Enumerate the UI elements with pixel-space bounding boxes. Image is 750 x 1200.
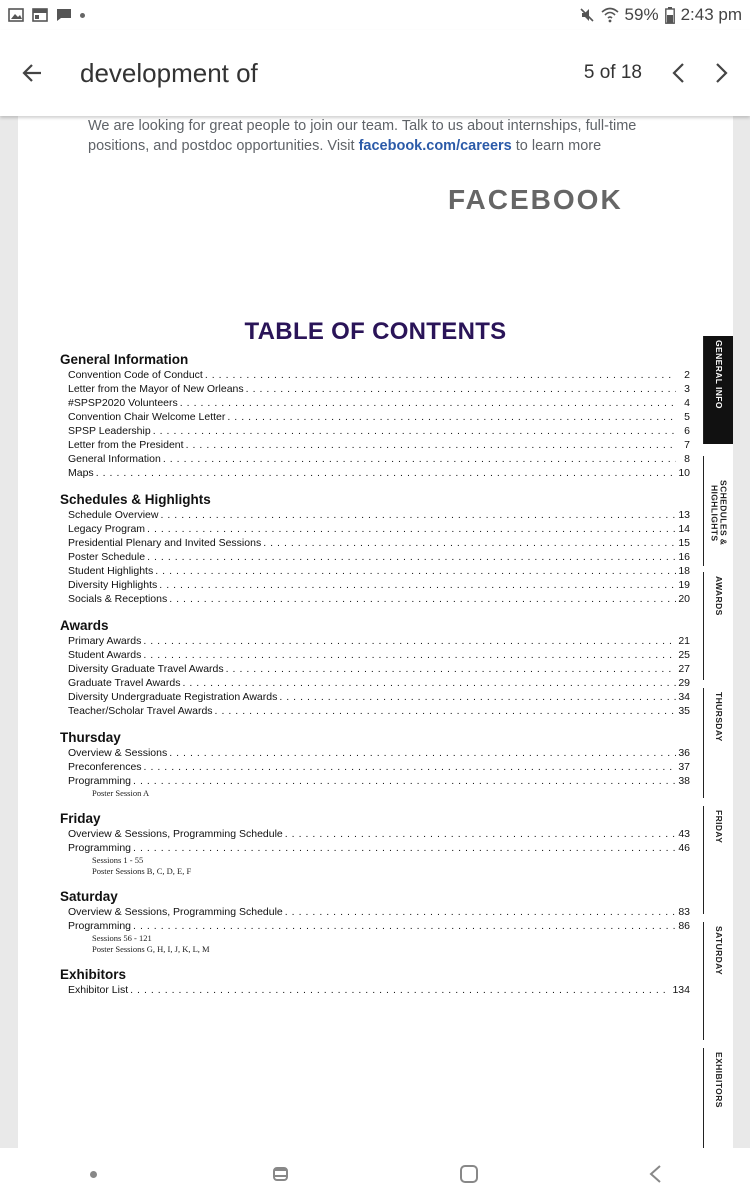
- home-button[interactable]: [439, 1154, 499, 1194]
- toc-page-number: 37: [678, 761, 690, 773]
- mute-icon: [579, 7, 595, 23]
- dot-leader: [169, 592, 676, 606]
- arrow-back-icon: [21, 62, 43, 84]
- toc-entry[interactable]: [60, 536, 690, 550]
- toc-page-number: 46: [678, 842, 690, 854]
- toc-subentry: Sessions 1 - 55: [92, 855, 144, 865]
- toc-subentry: Poster Session A: [92, 788, 150, 798]
- careers-link[interactable]: facebook.com/careers: [358, 138, 512, 154]
- dot-leader: [285, 827, 676, 841]
- more-notifications-icon: [80, 13, 85, 18]
- toc-entry-title: Student Highlights: [68, 565, 154, 577]
- dot-leader: [159, 578, 676, 592]
- toc-page-number: 13: [678, 509, 690, 521]
- notification-icons: [8, 8, 85, 22]
- toc-entry[interactable]: [60, 905, 690, 919]
- toc-entry-title: Programming: [68, 775, 132, 787]
- toc-entry[interactable]: [60, 550, 690, 564]
- toc-section: [60, 811, 690, 877]
- chevron-left-icon: [671, 62, 685, 84]
- dot-leader: [215, 704, 676, 718]
- toc-entry-title: Schedule Overview: [68, 509, 159, 521]
- dot-leader: [144, 760, 676, 774]
- toc-page-number: 16: [678, 551, 690, 563]
- toc-entry[interactable]: [60, 382, 690, 396]
- toc-section: [60, 967, 690, 997]
- toc-section-heading: Saturday: [60, 889, 118, 904]
- toc-entry[interactable]: [60, 919, 690, 933]
- toc-entry-title: Letter from the Mayor of New Orleans: [68, 383, 244, 395]
- message-icon: [56, 8, 72, 22]
- toc-entry[interactable]: [60, 396, 690, 410]
- toc-entry[interactable]: [60, 522, 690, 536]
- dot-leader: [147, 550, 676, 564]
- toc-entry[interactable]: [60, 424, 690, 438]
- toc-page-number: 25: [678, 649, 690, 661]
- toc-subentry: Poster Sessions G, H, I, J, K, L, M: [92, 944, 210, 954]
- toc-page-number: 27: [678, 663, 690, 675]
- toc-page-number: 29: [678, 677, 690, 689]
- toc-entry-title: Primary Awards: [68, 635, 142, 647]
- toc-page-number: 2: [684, 369, 690, 381]
- home-icon: [458, 1163, 480, 1185]
- toc-section-heading: Schedules & Highlights: [60, 492, 211, 507]
- toc-page-number: 43: [678, 828, 690, 840]
- toc-section-heading: Friday: [60, 811, 101, 826]
- side-tab[interactable]: [703, 922, 733, 1040]
- toc-entry[interactable]: [60, 774, 690, 788]
- dot-leader: [163, 452, 676, 466]
- toc-section-heading: Thursday: [60, 730, 121, 745]
- side-tab[interactable]: [703, 572, 733, 680]
- system-status: [579, 5, 742, 25]
- calendar-icon: [32, 8, 48, 22]
- toc-entry-title: Overview & Sessions, Programming Schedule: [68, 828, 283, 840]
- side-tab[interactable]: [703, 1048, 733, 1148]
- next-match-button[interactable]: [700, 43, 744, 103]
- toc-entry[interactable]: [60, 690, 690, 704]
- toc-entry[interactable]: [60, 634, 690, 648]
- toc-subentry: Sessions 56 - 121: [92, 933, 152, 943]
- dot-icon: [90, 1171, 97, 1178]
- toc-entry-title: Teacher/Scholar Travel Awards: [68, 705, 213, 717]
- toc-page-number: 3: [684, 383, 690, 395]
- dot-leader: [130, 983, 670, 997]
- toc-entry-title: Diversity Graduate Travel Awards: [68, 663, 224, 675]
- toc-page-number: 6: [684, 425, 690, 437]
- toc-entry[interactable]: [60, 827, 690, 841]
- toc-page-number: 4: [684, 397, 690, 409]
- battery-icon: [665, 7, 675, 24]
- assistant-button[interactable]: [64, 1154, 124, 1194]
- dot-leader: [227, 410, 676, 424]
- toc-entry[interactable]: [60, 578, 690, 592]
- system-navigation-bar: [0, 1148, 750, 1200]
- toc-page-number: 21: [678, 635, 690, 647]
- dot-leader: [133, 919, 676, 933]
- side-tab-label: SCHEDULES & HIGHLIGHTS: [709, 480, 729, 546]
- dot-leader: [263, 536, 676, 550]
- back-nav-button[interactable]: [626, 1154, 686, 1194]
- table-of-contents: [60, 352, 690, 1009]
- clock: 2:43 pm: [680, 5, 742, 24]
- toc-section: [60, 492, 690, 606]
- toc-entry[interactable]: [60, 662, 690, 676]
- dot-leader: [279, 690, 676, 704]
- dot-leader: [160, 508, 676, 522]
- toc-page-number: 8: [684, 453, 690, 465]
- toc-entry-title: General Information: [68, 453, 161, 465]
- toc-title: TABLE OF CONTENTS: [244, 318, 507, 345]
- facebook-logo: FACEBOOK: [448, 184, 623, 215]
- toc-section-heading: Awards: [60, 618, 109, 633]
- side-tab-label: THURSDAY: [714, 692, 724, 742]
- toc-entry-title: Exhibitor List: [68, 984, 129, 996]
- toc-entry-title: Graduate Travel Awards: [68, 677, 181, 689]
- toc-entry[interactable]: [60, 746, 690, 760]
- dot-leader: [169, 746, 676, 760]
- toc-entry[interactable]: [60, 452, 690, 466]
- toc-entry[interactable]: [60, 466, 690, 480]
- dot-leader: [246, 382, 676, 396]
- toc-entry-title: Legacy Program: [68, 523, 146, 535]
- toc-page-number: 15: [678, 537, 690, 549]
- back-button[interactable]: [2, 43, 62, 103]
- chevron-left-icon: [645, 1163, 667, 1185]
- toc-entry[interactable]: [60, 564, 690, 578]
- toc-entry-title: Convention Code of Conduct: [68, 369, 203, 381]
- dot-leader: [153, 424, 676, 438]
- recent-apps-button[interactable]: [251, 1154, 311, 1194]
- toc-entry[interactable]: [60, 648, 690, 662]
- toc-page-number: 19: [678, 579, 690, 591]
- dot-leader: [143, 648, 676, 662]
- toc-entry-title: Overview & Sessions, Programming Schedule: [68, 906, 283, 918]
- battery-percent: 59%: [624, 5, 659, 24]
- side-tab-label: EXHIBITORS: [714, 1052, 724, 1108]
- previous-match-button[interactable]: [656, 43, 700, 103]
- dot-leader: [96, 466, 676, 480]
- recruitment-text: We are looking for great people to join our team. Talk to us about internships, full-time positions, and postdoc opportunities. Visit facebook.com/careers to learn more: [88, 118, 637, 154]
- side-tab[interactable]: [703, 456, 733, 566]
- match-count: 5 of 18: [583, 62, 642, 83]
- toc-page-number: 36: [678, 747, 690, 759]
- toc-entry[interactable]: [60, 368, 690, 382]
- dot-leader: [226, 662, 676, 676]
- toc-entry[interactable]: [60, 983, 690, 997]
- toc-section: [60, 618, 690, 718]
- toc-page-number: 20: [678, 593, 690, 605]
- toc-entry-title: Convention Chair Welcome Letter: [68, 411, 226, 423]
- wifi-icon: [601, 7, 619, 23]
- side-tab-label: AWARDS: [714, 576, 724, 616]
- dot-leader: [155, 564, 676, 578]
- dot-leader: [285, 905, 676, 919]
- status-bar: [0, 0, 750, 30]
- toc-section: [60, 730, 690, 799]
- dot-leader: [133, 774, 676, 788]
- toc-entry[interactable]: [60, 410, 690, 424]
- side-tab-label: FRIDAY: [714, 810, 724, 844]
- toc-page-number: 10: [678, 467, 690, 479]
- toc-section-heading: Exhibitors: [60, 967, 127, 982]
- toc-page-number: 34: [678, 691, 690, 703]
- toc-entry-title: Overview & Sessions: [68, 747, 168, 759]
- toc-entry-title: SPSP Leadership: [68, 425, 151, 437]
- toc-entry-title: #SPSP2020 Volunteers: [68, 397, 178, 409]
- document-viewer[interactable]: [0, 116, 750, 1148]
- toc-section: [60, 889, 690, 955]
- side-tab[interactable]: [703, 806, 733, 914]
- toc-entry-title: Programming: [68, 920, 132, 932]
- toc-page-number: 38: [678, 775, 690, 787]
- toc-entry[interactable]: [60, 508, 690, 522]
- toc-entry[interactable]: [60, 704, 690, 718]
- toc-entry-title: Diversity Undergraduate Registration Awards: [68, 691, 278, 703]
- toc-page-number: 5: [684, 411, 690, 423]
- chevron-right-icon: [715, 62, 729, 84]
- toc-page-number: 18: [678, 565, 690, 577]
- toc-page-number: 86: [678, 920, 690, 932]
- toc-entry-title: Presidential Plenary and Invited Sessions: [68, 537, 262, 549]
- side-tab-label: GENERAL INFO: [714, 336, 723, 409]
- dot-leader: [182, 676, 676, 690]
- side-tab-label: SATURDAY: [714, 926, 724, 976]
- find-in-page-toolbar: [0, 30, 750, 116]
- toc-entry[interactable]: [60, 438, 690, 452]
- toc-page-number: 83: [678, 906, 690, 918]
- toc-entry[interactable]: [60, 592, 690, 606]
- toc-entry[interactable]: [60, 760, 690, 774]
- toc-page-number: 14: [678, 523, 690, 535]
- toc-entry[interactable]: [60, 841, 690, 855]
- toc-entry-title: Diversity Highlights: [68, 579, 158, 591]
- toc-entry-title: Maps: [68, 467, 94, 479]
- toc-entry[interactable]: [60, 676, 690, 690]
- toc-subentry: Poster Sessions B, C, D, E, F: [92, 866, 192, 876]
- toc-entry-title: Letter from the President: [68, 439, 184, 451]
- toc-page-number: 134: [672, 984, 690, 996]
- toc-page-number: 35: [678, 705, 690, 717]
- toc-entry-title: Student Awards: [68, 649, 142, 661]
- toc-section-heading: General Information: [60, 352, 189, 367]
- toc-section: [60, 352, 690, 480]
- toc-entry-title: Poster Schedule: [68, 551, 146, 563]
- toc-entry-title: Socials & Receptions: [68, 593, 168, 605]
- dot-leader: [133, 841, 676, 855]
- recents-icon: [270, 1164, 292, 1184]
- side-tab[interactable]: [703, 688, 733, 798]
- pdf-page-toc: [18, 296, 733, 1148]
- side-tab[interactable]: [703, 336, 733, 444]
- dot-leader: [143, 634, 676, 648]
- toc-page-number: 7: [684, 439, 690, 451]
- dot-leader: [186, 438, 676, 452]
- toc-entry-title: Programming: [68, 842, 132, 854]
- dot-leader: [205, 368, 676, 382]
- dot-leader: [180, 396, 676, 410]
- dot-leader: [147, 522, 676, 536]
- find-query-input[interactable]: development of: [80, 57, 258, 88]
- toc-entry-title: Preconferences: [68, 761, 142, 773]
- image-icon: [8, 8, 24, 22]
